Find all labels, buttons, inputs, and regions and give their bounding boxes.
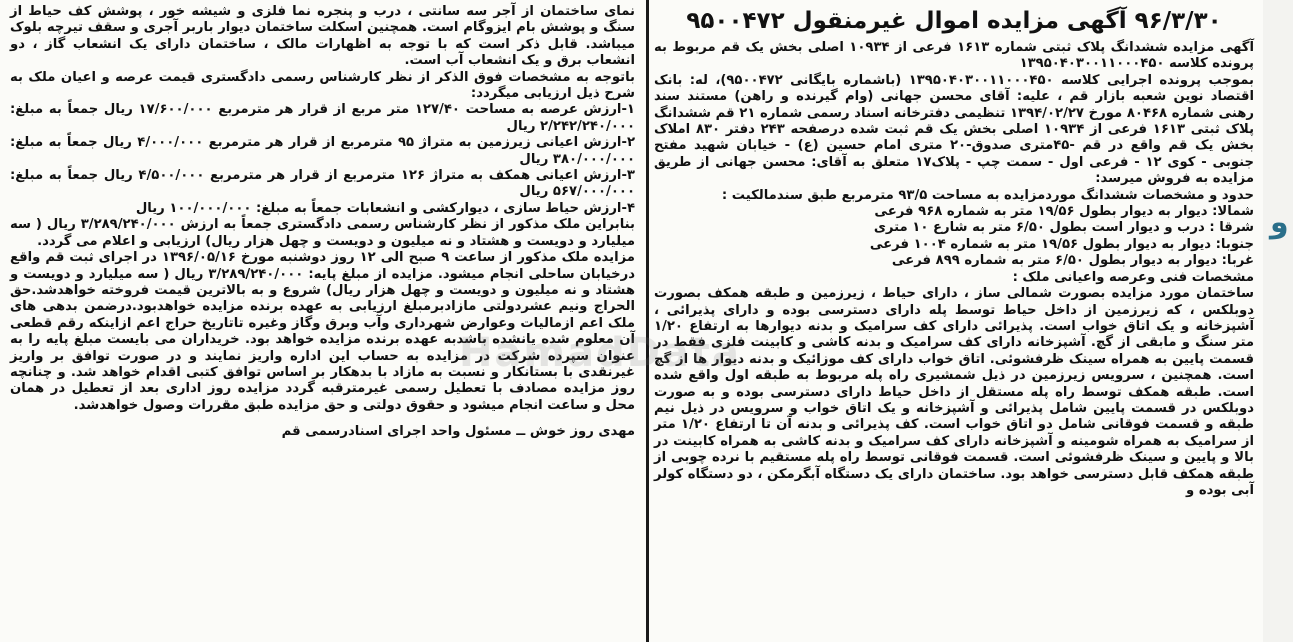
valuation-item-3: ۳-ارزش اعیانی همکف به متراژ ۱۲۶ مترمربع از قرار هر مترمربع ۴/۵۰۰/۰۰۰ ریال جمعاً به مبلغ: ۵۶۷/۰۰۰/۰۰۰ ریال xyxy=(10,168,635,200)
bound-north: شمالا: دیوار به دیوار بطول ۱۹/۵۶ متر به شماره ۹۶۸ فرعی xyxy=(874,204,1254,220)
bound-east: شرقا : درب و دیوار است بطول ۶/۵۰ متر به شارع ۱۰ متری xyxy=(873,220,1254,236)
notice-intro: آگهی مزایده ششدانگ پلاک ثبتی شماره ۱۶۱۳ فرعی از ۱۰۹۳۴ اصلی بخش یک قم مربوط به پرونده کلاسه ۱۳۹۵۰۴۰۳۰۰۱۱۰۰۰۴۵۰ xyxy=(654,40,1254,72)
notice-title: ۹۶/۳/۳۰ آگهی مزایده اموال غیرمنقول ۹۵۰۰۴۷۲ xyxy=(686,8,1222,34)
bound-south: جنوبا: دیوار به دیوار بطول ۱۹/۵۶ متر به شماره ۱۰۰۴ فرعی xyxy=(869,236,1254,252)
valuation-item-4: ۴-ارزش حیاط سازی ، دیوارکشی و انشعابات جمعاً به مبلغ: ۱۰۰/۰۰۰/۰۰۰ ریال xyxy=(135,200,635,216)
column-divider xyxy=(646,0,649,642)
watermark: HamadData xyxy=(458,330,742,376)
specs-text: ساختمان مورد مزایده بصورت شمالی ساز ، دارای حیاط ، زیرزمین و طبقه همکف بصورت دوبلکس ، که زیرزمین از داخل حیاط توسط پله دارای دسترسی بوده و دارای پذیرائی ، آشپزخانه و یک اتاق خواب است. پذیرائی دارای کف سرامیک و بدنه دیوارها به ارتفاع ۱/۲۰ متر سنگ و مابقی از گچ. آشپزخانه دارای کف سرامیک و بدنه کاشی و کابینت فلزی فقط در قسمت پایین به همراه سینک ظرفشوئی. اتاق خواب دارای کف موزائیک و بدنه دیوار ها از گچ است. همچنین ، سرویس زیرزمین در ذیل شمشیری راه پله مربوط به طبقه اول واقع شده است. طبقه همکف توسط راه پله مستقل از داخل حیاط دارای دسترسی بوده و به صورت دوبلکس در قسمت پایین شامل پذیرائی و آشپزخانه و یک اتاق خواب و سرویس در ذیل نیم طبقه و قسمت فوقانی شامل دو اتاق خواب است. کف پذیرائی و بدنه آن تا ارتفاع ۱/۲۰ متر از سرامیک به همراه شومینه و آشپزخانه دارای کف سرامیک و بدنه کاشی به همراه کابینت در بالا و پایین و سینک ظرفشوئی است. قسمت فوقانی توسط راه پله مستقیم با نرده چوبی از طبقه همکف قابل دسترسی خواهد بود. ساختمان دارای یک دستگاه آبگرمکن ، دو دستگاه کولر آبی بوده و xyxy=(654,286,1255,498)
left-column xyxy=(0,0,645,642)
bound-west: غربا: دیوار به دیوار بطول ۶/۵۰ متر به شماره ۸۹۹ فرعی xyxy=(891,253,1254,269)
valuation-total: بنابراین ملک مذکور از نظر کارشناس رسمی دادگستری جمعاً به ارزش ۳/۲۸۹/۲۴۰/۰۰۰ ریال ( سه میلیارد و دویست و هشتاد و نه میلیون و دویست و چهل هزار ریال) ارزیابی و اعلام می گردد. xyxy=(10,217,635,249)
signature-line: مهدی روز خوش ــ مسئول واحد اجرای اسنادرسمی قم xyxy=(281,424,635,440)
notice-body: بموجب پرونده اجرایی کلاسه ۱۳۹۵۰۴۰۳۰۰۱۱۰۰۰۴۵۰ (باشماره بایگانی ۹۵۰۰۴۷۲)، له: بانک اقتصاد نوین شعبه بازار قم ، علیه: آقای محسن جهانی (وام گیرنده و راهن) مستند سند رهنی شماره ۸۰۴۶۸ مورخ ۱۳۹۴/۰۲/۲۷ تنظیمی دفترخانه اسناد رسمی شماره ۲۱ قم ششدانگ پلاک ثبتی ۱۶۱۳ فرعی از ۱۰۹۳۴ اصلی بخش یک قم ثبت شده درصفحه ۲۴۳ دفتر ۸۳۰ املاک بخش یک قم واقع در قم -۴۵متری صدوق-۲۰ متری امام حسین (ع) - خیابان شهید مفتح جنوبی - کوی ۱۲ - فرعی اول - سمت چپ - پلاک۱۷ متعلق به آقای: محسن جهانی از طریق مزایده به فروش میرسد: xyxy=(654,72,1255,187)
auction-terms: مزایده ملک مذکور از ساعت ۹ صبح الی ۱۲ روز دوشنبه مورخ ۱۳۹۶/۰۵/۱۶ در اجرای ثبت قم واقع درخیابان ساحلی انجام میشود. مزایده از مبلغ پایه: ۳/۲۸۹/۲۴۰/۰۰۰ ریال ( سه میلیارد و دویست و هشتاد و نه میلیون و دویست و چهل هزار ریال) شروع و به بالاترین قیمت فروخته خواهدشد.حق الحراج ونیم عشردولتی مازادبرمبلغ ارزیابی به عهده برنده مزایده خواهدبود.درضمن بدهی های ملک اعم ازمالیات وعوارض شهرداری وآب وبرق وگاز وغیره تاتاریخ حراج اعم ازاینکه رقم قطعی آن معلوم شده یانشده باشدبه عهده برنده مزایده خواهد بود. خریداران می بایست مبلغ پایه را به عنوان سپرده شرکت در مزایده به حساب این اداره واریز نمایند و در صورت توافق بر واریز غیرنقدی با بستانکار و نسبت به مازاد با بدهکار بر اساس توافق کتبی اقدام خواهد شد. و چنانچه روز مزایده مصادف با تعطیل رسمی غیرمترقبه گردد مزایده روز اداری بعد از تعطیل در همان محل و ساعت انجام میشود و حقوق دولتی و حق مزایده طبق مقررات وصول خواهدشد. xyxy=(10,250,636,413)
notice-bounds-heading: حدود و مشخصات ششدانگ موردمزایده به مساحت ۹۳/۵ مترمربع طبق سندمالکیت : xyxy=(721,187,1254,203)
building-facade-text: نمای ساختمان از آجر سه سانتی ، درب و پنجره نما فلزی و شیشه خور ، پوشش کف حیاط از سنگ و پوشش بام ایزوگام است. همچنین اسکلت ساختمان دیوار باربر آجری و سقف تیرچه بلوک میباشد. قابل ذکر است که با توجه به اظهارات مالک ، ساختمان دارای یک انشعاب گاز ، دو انشعاب برق و یک انشعاب آب است. xyxy=(10,4,635,69)
valuation-item-1: ۱-ارزش عرصه به مساحت ۱۲۷/۴۰ متر مربع از قرار هر مترمربع ۱۷/۶۰۰/۰۰۰ ریال جمعاً به مبلغ: ۲/۲۴۲/۲۴۰/۰۰۰ ریال xyxy=(10,102,635,134)
edge-glyph-icon: و xyxy=(1270,205,1289,240)
right-column xyxy=(650,0,1262,642)
page-edge xyxy=(1263,0,1293,642)
specs-heading: مشخصات فنی وعرصه واعیانی ملک : xyxy=(1012,269,1254,285)
valuation-intro: باتوجه به مشخصات فوق الذکر از نظر کارشناس رسمی دادگستری قیمت عرصه و اعیان ملک به شرح ذیل ارزیابی میگردد: xyxy=(10,69,635,102)
valuation-item-2: ۲-ارزش اعیانی زیرزمین به متراژ ۹۵ مترمربع از قرار هر مترمربع ۴/۰۰۰/۰۰۰ ریال جمعاً به مبلغ: ۳۸۰/۰۰۰/۰۰۰ ریال xyxy=(10,135,635,167)
